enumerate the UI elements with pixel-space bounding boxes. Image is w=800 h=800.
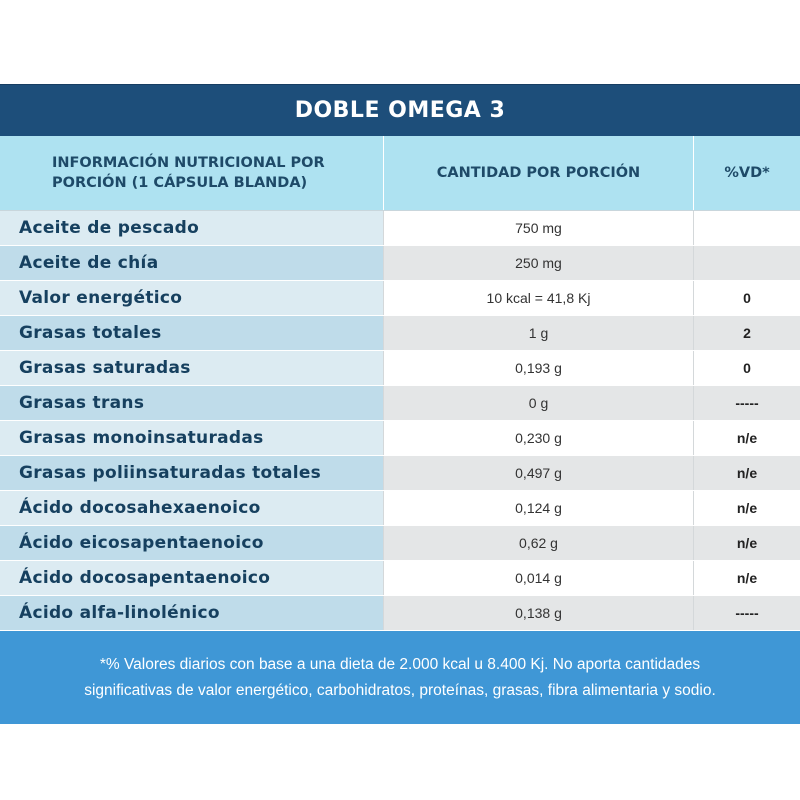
- table-row: [0, 386, 800, 421]
- title-bar: [0, 84, 800, 136]
- table-row: [0, 456, 800, 491]
- table-row: [0, 316, 800, 351]
- header-nutrition-info: [0, 136, 383, 210]
- nutrient-daily-value: -----: [693, 596, 800, 630]
- nutrient-name: Aceite de pescado: [0, 211, 383, 245]
- header-nutrition-info-label: INFORMACIÓN NUTRICIONAL POR PORCIÓN (1 CÁPSULA BLANDA): [52, 155, 325, 191]
- nutrient-name: Grasas monoinsaturadas: [0, 421, 383, 455]
- nutrient-name: Aceite de chía: [0, 246, 383, 280]
- nutrient-daily-value: 2: [693, 316, 800, 350]
- nutrient-name: Grasas totales: [0, 316, 383, 350]
- nutrient-amount: 1 g: [383, 316, 693, 350]
- nutrient-daily-value: [693, 211, 800, 245]
- nutrient-amount: 0 g: [383, 386, 693, 420]
- nutrient-amount: 0,62 g: [383, 526, 693, 560]
- nutrient-daily-value: 0: [693, 281, 800, 315]
- nutrient-daily-value: n/e: [693, 421, 800, 455]
- header-daily-value: [693, 136, 800, 210]
- nutrient-amount: 750 mg: [383, 211, 693, 245]
- nutrient-daily-value: n/e: [693, 456, 800, 490]
- nutrient-name: Valor energético: [0, 281, 383, 315]
- nutrient-daily-value: -----: [693, 386, 800, 420]
- nutrient-daily-value: 0: [693, 351, 800, 385]
- table-row: [0, 596, 800, 631]
- nutrient-daily-value: n/e: [693, 561, 800, 595]
- table-header: [0, 136, 800, 211]
- header-amount-label: CANTIDAD POR PORCIÓN: [436, 165, 641, 181]
- nutrient-amount: 0,138 g: [383, 596, 693, 630]
- nutrient-amount: 0,497 g: [383, 456, 693, 490]
- nutrient-name: Grasas trans: [0, 386, 383, 420]
- nutrient-amount: 0,124 g: [383, 491, 693, 525]
- nutrient-name: Ácido alfa-linolénico: [0, 596, 383, 630]
- product-title: DOBLE OMEGA 3: [294, 98, 506, 123]
- nutrient-name: Ácido docosapentaenoico: [0, 561, 383, 595]
- table-row: [0, 526, 800, 561]
- nutrient-name: Grasas saturadas: [0, 351, 383, 385]
- footnote-line-1: *% Valores diarios con base a una dieta de 2.000 kcal u 8.400 Kj. No aporta cantidades: [99, 655, 701, 673]
- nutrient-daily-value: [693, 246, 800, 280]
- nutrient-name: Grasas poliinsaturadas totales: [0, 456, 383, 490]
- table-row: [0, 246, 800, 281]
- nutrient-amount: 250 mg: [383, 246, 693, 280]
- nutrient-amount: 0,193 g: [383, 351, 693, 385]
- nutrient-amount: 0,014 g: [383, 561, 693, 595]
- nutrient-daily-value: n/e: [693, 526, 800, 560]
- table-row: [0, 421, 800, 456]
- nutrient-amount: 10 kcal = 41,8 Kj: [383, 281, 693, 315]
- nutrient-amount: 0,230 g: [383, 421, 693, 455]
- nutrient-daily-value: n/e: [693, 491, 800, 525]
- nutrient-name: Ácido eicosapentaenoico: [0, 526, 383, 560]
- table-row: [0, 211, 800, 246]
- nutrition-panel: [0, 84, 800, 724]
- footnote-line-2: significativas de valor energético, carbohidratos, proteínas, grasas, fibra alimentaria y sodio.: [84, 681, 716, 699]
- header-daily-value-label: %VD*: [724, 165, 770, 181]
- header-amount: [383, 136, 693, 210]
- table-body: [0, 211, 800, 631]
- table-row: [0, 281, 800, 316]
- table-row: [0, 491, 800, 526]
- footnote: [0, 631, 800, 724]
- nutrient-name: Ácido docosahexaenoico: [0, 491, 383, 525]
- table-row: [0, 561, 800, 596]
- table-row: [0, 351, 800, 386]
